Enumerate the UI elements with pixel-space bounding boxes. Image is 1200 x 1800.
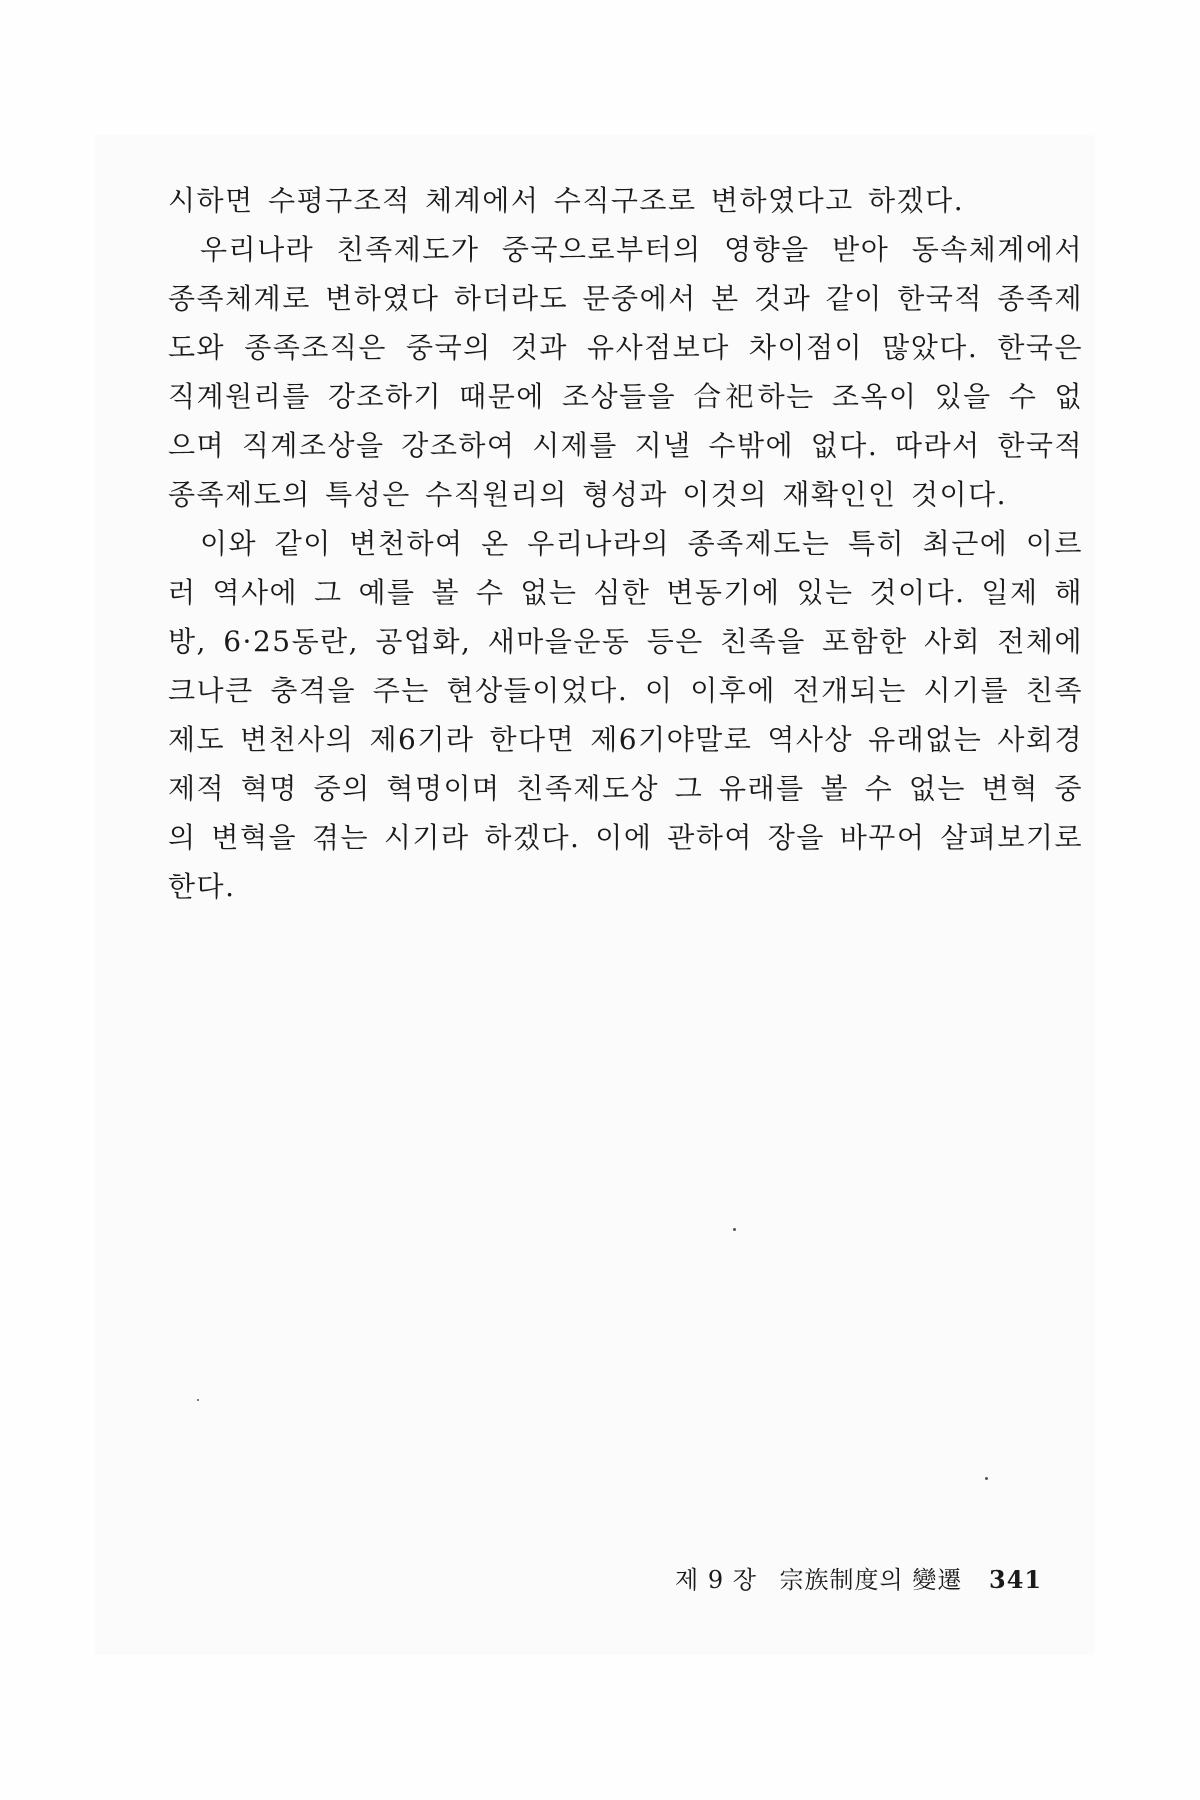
scan-speck — [985, 1477, 988, 1480]
paragraph-3: 이와 같이 변천하여 온 우리나라의 종족제도는 특히 최근에 이르러 역사에 그 예를 볼 수 없는 심한 변동기에 있는 것이다. 일제 해방, 6·25동란, 공업화, 새마을운동 등은 친족을 포함한 사회 전체에 크나큰 충격을 주는 현상들이었다. 이 이후에 전개되는 시기를 친족제도 변천사의 제6기라 한다면 제6기야말로 역사상 유래없는 사회경제적 혁명 중의 혁명이며 친족제도상 그 유래를 볼 수 없는 변혁 중의 변혁을 겪는 시기라 하겠다. 이에 관하여 장을 바꾸어 살펴보기로 한다. — [168, 527, 1083, 903]
body-text — [168, 176, 1083, 911]
running-footer — [675, 1560, 1042, 1595]
paragraph-1: 시하면 수평구조적 체계에서 수직구조로 변하였다고 하겠다. — [168, 184, 965, 217]
page-number: 341 — [989, 1565, 1043, 1594]
paragraph-2: 우리나라 친족제도가 중국으로부터의 영향을 받아 동속체계에서 종족체계로 변하였다 하더라도 문중에서 본 것과 같이 한국적 종족제도와 종족조직은 중국의 것과 유사점보다 차이점이 많았다. 한국은 직계원리를 강조하기 때문에 조상들을 合祀하는 조옥이 있을 수 없으며 직계조상을 강조하여 시제를 지낼 수밖에 없다. 따라서 한국적 종족제도의 특성은 수직원리의 형성과 이것의 재확인인 것이다. — [168, 233, 1083, 511]
chapter-title: 宗族制度의 變遷 — [779, 1566, 963, 1594]
scan-speck — [733, 1228, 736, 1231]
chapter-label: 제 9 장 — [675, 1566, 757, 1594]
scan-speck — [197, 1399, 199, 1401]
